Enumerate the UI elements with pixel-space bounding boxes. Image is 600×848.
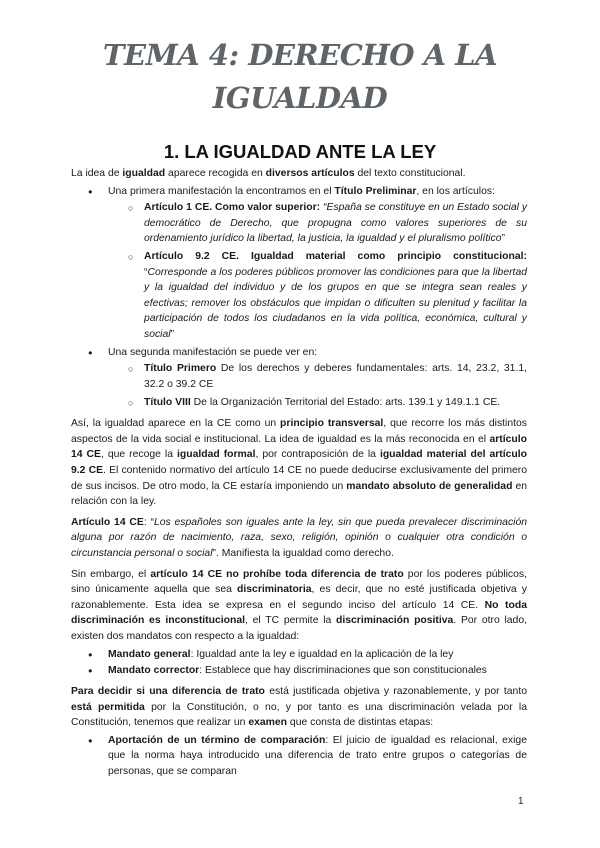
articles-sublist bbox=[108, 200, 527, 342]
title-line-1: TEMA 4: DERECHO A LA bbox=[102, 38, 498, 72]
titles-sublist bbox=[108, 361, 527, 410]
mandatos-list bbox=[71, 647, 527, 679]
list-item-titulo-primero: ○ Título Primero De los derechos y deberes fundamentales: arts. 14, 23.2, 31.1, 32.2 o 39.2 CE bbox=[108, 361, 527, 392]
title-line-2: IGUALDAD bbox=[212, 81, 388, 115]
page-title bbox=[0, 34, 600, 120]
manifestations-list bbox=[71, 184, 527, 411]
intro-paragraph: La idea de igualdad aparece recogida en diversos artículos del texto constitucional. bbox=[71, 168, 466, 179]
document-body bbox=[71, 166, 527, 781]
page-number: 1 bbox=[518, 796, 524, 807]
section-heading: 1. LA IGUALDAD ANTE LA LEY bbox=[163, 141, 437, 162]
list-item-mandato-corrector: ● Mandato corrector: Establece que hay discriminaciones que son constitucionales bbox=[71, 663, 527, 679]
list-item-etapa-1: ● Aportación de un término de comparación: El juicio de igualdad es relacional, exige que la norma haya introducido una diferencia de trato entre grupos o categorías de personas, que se comparan bbox=[71, 733, 527, 780]
list-item-article-1: ○ Artículo 1 CE. Como valor superior: “España se constituye en un Estado social y democrático de Derecho, que propugna como valores superiores de su ordenamiento jurídico la libertad, la justicia, la igualdad y el pluralismo político” bbox=[108, 200, 527, 247]
list-item-mandato-general: ● Mandato general: Igualdad ante la ley e igualdad en la aplicación de la ley bbox=[71, 647, 527, 663]
paragraph-diferencia-trato: Sin embargo, el artículo 14 CE no prohíbe toda diferencia de trato por los poderes públicos, sino únicamente aquella que sea discriminatoria, es decir, que no esté justificada objetiva y razonablemente. Esta idea se expresa en el segundo inciso del artículo 14 CE. No toda discriminación es inconstitucional, el TC permite la discriminación positiva. Por otro lado, existen dos mandatos con respecto a la igualdad: bbox=[71, 568, 528, 643]
paragraph-articulo-14: Artículo 14 CE: “Los españoles son iguales ante la ley, sin que pueda prevalecer discriminación alguna por razón de nacimiento, raza, sexo, religión, opinión o cualquier otra condición o circunstancia personal o social”. Manifiesta la igualdad como derecho. bbox=[71, 516, 527, 560]
list-item-article-9-2: ○ Artículo 9.2 CE. Igualdad material como principio constitucional: “Corresponde a los poderes públicos promover las condiciones para que la libertad y la igualdad del individuo y de los grupos en que se integra sean reales y efectivas; remover los obstáculos que impidan o dificulten su plenitud y facilitar la participación de todos los ciudadanos en la vida política, económica, cultural y social” bbox=[108, 249, 527, 343]
list-item: ● Una segunda manifestación se puede ver en: ○ Título Primero De los derechos y deberes fundamentales: arts. 14, 23.2, 31.1, 32.2 o 39.2 CE ○ Título VIII De la Organización Territorial del Estado: arts. 139.1 y 149.1.1 CE. bbox=[71, 345, 527, 410]
etapas-list bbox=[71, 733, 527, 780]
list-item: ● Una primera manifestación la encontramos en el Título Preliminar, en los artículos: ○ Artículo 1 CE. Como valor superior: “España se constituye en un Estado social y democrático de Derecho, que propugna como valores superiores de su ordenamiento jurídico la libertad, la justicia, la igualdad y el pluralismo político” ○ Artículo 9.2 CE. Igualdad material como principio constitucional: “Corresponde a los poderes públicos promover las condiciones para que la libertad y la igualdad del individuo y de los grupos en que se integra sean reales y efectivas; remover los obstáculos que impidan o dificulten su plenitud y facilitar la participación de todos los ciudadanos en la vida política, económica, cultural y social” bbox=[71, 184, 527, 343]
paragraph-examen: Para decidir si una diferencia de trato está justificada objetiva y razonablemente, y por tanto está permitida por la Constitución, o no, y por tanto es una discriminación velada por la Constitución, tenemos que realizar un examen que consta de distintas etapas: bbox=[71, 685, 528, 729]
paragraph-principio-transversal: Así, la igualdad aparece en la CE como un principio transversal, que recorre los más distintos aspectos de la vida social e institucional. La idea de igualdad es la más reconocida en el artículo 14 CE, que recoge la igualdad formal, por contraposición de la igualdad material del artículo 9.2 CE. El contenido normativo del artículo 14 CE no puede deducirse exclusivamente del primero de sus incisos. De otro modo, la CE estaría imponiendo un mandato absoluto de generalidad en relación con la ley. bbox=[71, 418, 528, 508]
list-item-titulo-viii: ○ Título VIII De la Organización Territorial del Estado: arts. 139.1 y 149.1.1 CE. bbox=[108, 395, 527, 411]
